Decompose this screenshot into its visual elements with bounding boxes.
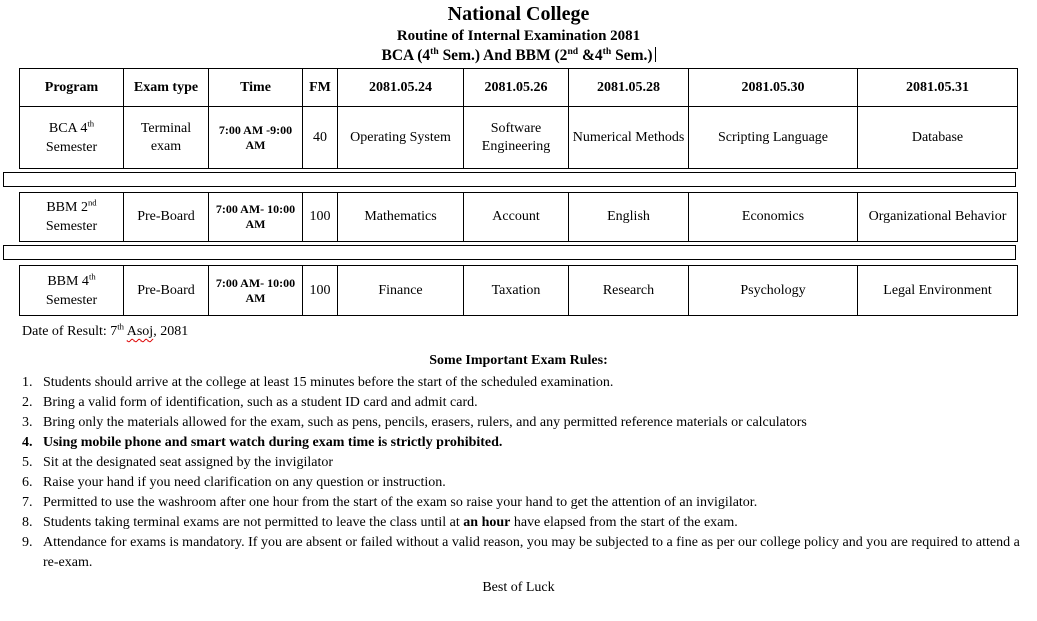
subject-cell: Mathematics (337, 192, 463, 242)
rule-number: 8. (22, 515, 33, 530)
rule-number: 2. (22, 395, 33, 410)
column-header-date-5: 2081.05.31 (857, 68, 1018, 106)
rule-number: 5. (22, 455, 33, 470)
rule-item-1 (22, 373, 1029, 393)
program-cell: BBM 4th Semester (19, 265, 123, 316)
table-row-bbm-2nd (19, 192, 1018, 242)
column-header-date-2: 2081.05.26 (463, 68, 568, 106)
closing-line: Best of Luck (482, 580, 555, 595)
exam-type-cell: Pre-Board (123, 265, 208, 316)
subject-cell: Finance (337, 265, 463, 316)
subject-cell: English (568, 192, 688, 242)
rules-title: Some Important Exam Rules: (429, 353, 608, 368)
rules-list (0, 373, 1037, 573)
rule-item-4 (22, 433, 1029, 453)
rule-text: Sit at the designated seat assigned by the invigilator (43, 455, 334, 470)
subject-cell: Organizational Behavior (857, 192, 1018, 242)
rule-number: 9. (22, 535, 33, 550)
subject-cell: Database (857, 106, 1018, 169)
exam-timetable-bbm4 (19, 265, 1018, 316)
rule-text: Students should arrive at the college at least 15 minutes before the start of the scheduled examination. (43, 375, 614, 390)
time-cell: 7:00 AM- 10:00 AM (208, 192, 302, 242)
column-header-exam-type: Exam type (123, 68, 208, 106)
course-line-text: BCA (4 (381, 47, 431, 64)
subject-cell: Legal Environment (857, 265, 1018, 316)
rule-text: Bring a valid form of identification, such as a student ID card and admit card. (43, 395, 478, 410)
column-header-date-3: 2081.05.28 (568, 68, 688, 106)
misspelled-word: Asoj (126, 324, 154, 339)
text-cursor (655, 47, 656, 62)
course-line: BCA (4th Sem.) And BBM (2nd &4th Sem.) (0, 46, 1037, 66)
time-cell: 7:00 AM -9:00 AM (208, 106, 302, 169)
exam-timetable (19, 68, 1018, 169)
program-cell: BCA 4th Semester (19, 106, 123, 169)
fm-cell: 100 (302, 265, 337, 316)
rule-text: Using mobile phone and smart watch during exam time is strictly prohibited. (43, 435, 503, 450)
exam-timetable-bbm2 (19, 192, 1018, 242)
rule-text: Permitted to use the washroom after one hour from the start of the exam so raise your hand to get the attention of an invigilator. (43, 495, 758, 510)
table-header-row (19, 68, 1018, 106)
subject-cell: Psychology (688, 265, 857, 316)
column-header-program: Program (19, 68, 123, 106)
subject-cell: Economics (688, 192, 857, 242)
rule-item-8 (22, 513, 1029, 533)
subject-cell: Research (568, 265, 688, 316)
program-cell: BBM 2nd Semester (19, 192, 123, 242)
exam-type-cell: Pre-Board (123, 192, 208, 242)
rule-item-6 (22, 473, 1029, 493)
exam-type-cell: Terminal exam (123, 106, 208, 169)
fm-cell: 40 (302, 106, 337, 169)
subject-cell: Operating System (337, 106, 463, 169)
rule-item-5 (22, 453, 1029, 473)
rule-item-2 (22, 393, 1029, 413)
rule-item-3 (22, 413, 1029, 433)
rule-number: 3. (22, 415, 33, 430)
rule-text: Raise your hand if you need clarification on any question or instruction. (43, 475, 446, 490)
rule-item-7 (22, 493, 1029, 513)
table-spacer-row (3, 245, 1016, 260)
rule-number: 7. (22, 495, 33, 510)
column-header-date-1: 2081.05.24 (337, 68, 463, 106)
subject-cell: Account (463, 192, 568, 242)
table-row-bbm-4th (19, 265, 1018, 316)
rule-number: 4. (22, 435, 33, 450)
time-cell: 7:00 AM- 10:00 AM (208, 265, 302, 316)
subject-cell: Scripting Language (688, 106, 857, 169)
rule-number: 6. (22, 475, 33, 490)
rule-text: Bring only the materials allowed for the exam, such as pens, pencils, erasers, rulers, and any permitted reference materials or calculators (43, 415, 807, 430)
table-row-bca-4th (19, 106, 1018, 169)
rule-text: Attendance for exams is mandatory. If you are absent or failed without a valid reason, you may be subjected to a fine as per our college policy and you are required to attend a re-exam. (43, 535, 1020, 570)
rule-text: Students taking terminal exams are not permitted to leave the class until at an hour have elapsed from the start of the exam. (43, 515, 738, 530)
rule-item-9 (22, 533, 1029, 573)
routine-subtitle: Routine of Internal Examination 2081 (396, 28, 641, 44)
date-of-result: Date of Result: 7th Asoj, 2081 (22, 321, 189, 339)
bold-phrase: an hour (463, 515, 511, 530)
college-name: National College (447, 3, 590, 25)
subject-cell: Numerical Methods (568, 106, 688, 169)
subject-cell: Taxation (463, 265, 568, 316)
rule-number: 1. (22, 375, 33, 390)
subject-cell: Software Engineering (463, 106, 568, 169)
table-spacer-row (3, 172, 1016, 187)
column-header-fm: FM (302, 68, 337, 106)
fm-cell: 100 (302, 192, 337, 242)
column-header-time: Time (208, 68, 302, 106)
column-header-date-4: 2081.05.30 (688, 68, 857, 106)
